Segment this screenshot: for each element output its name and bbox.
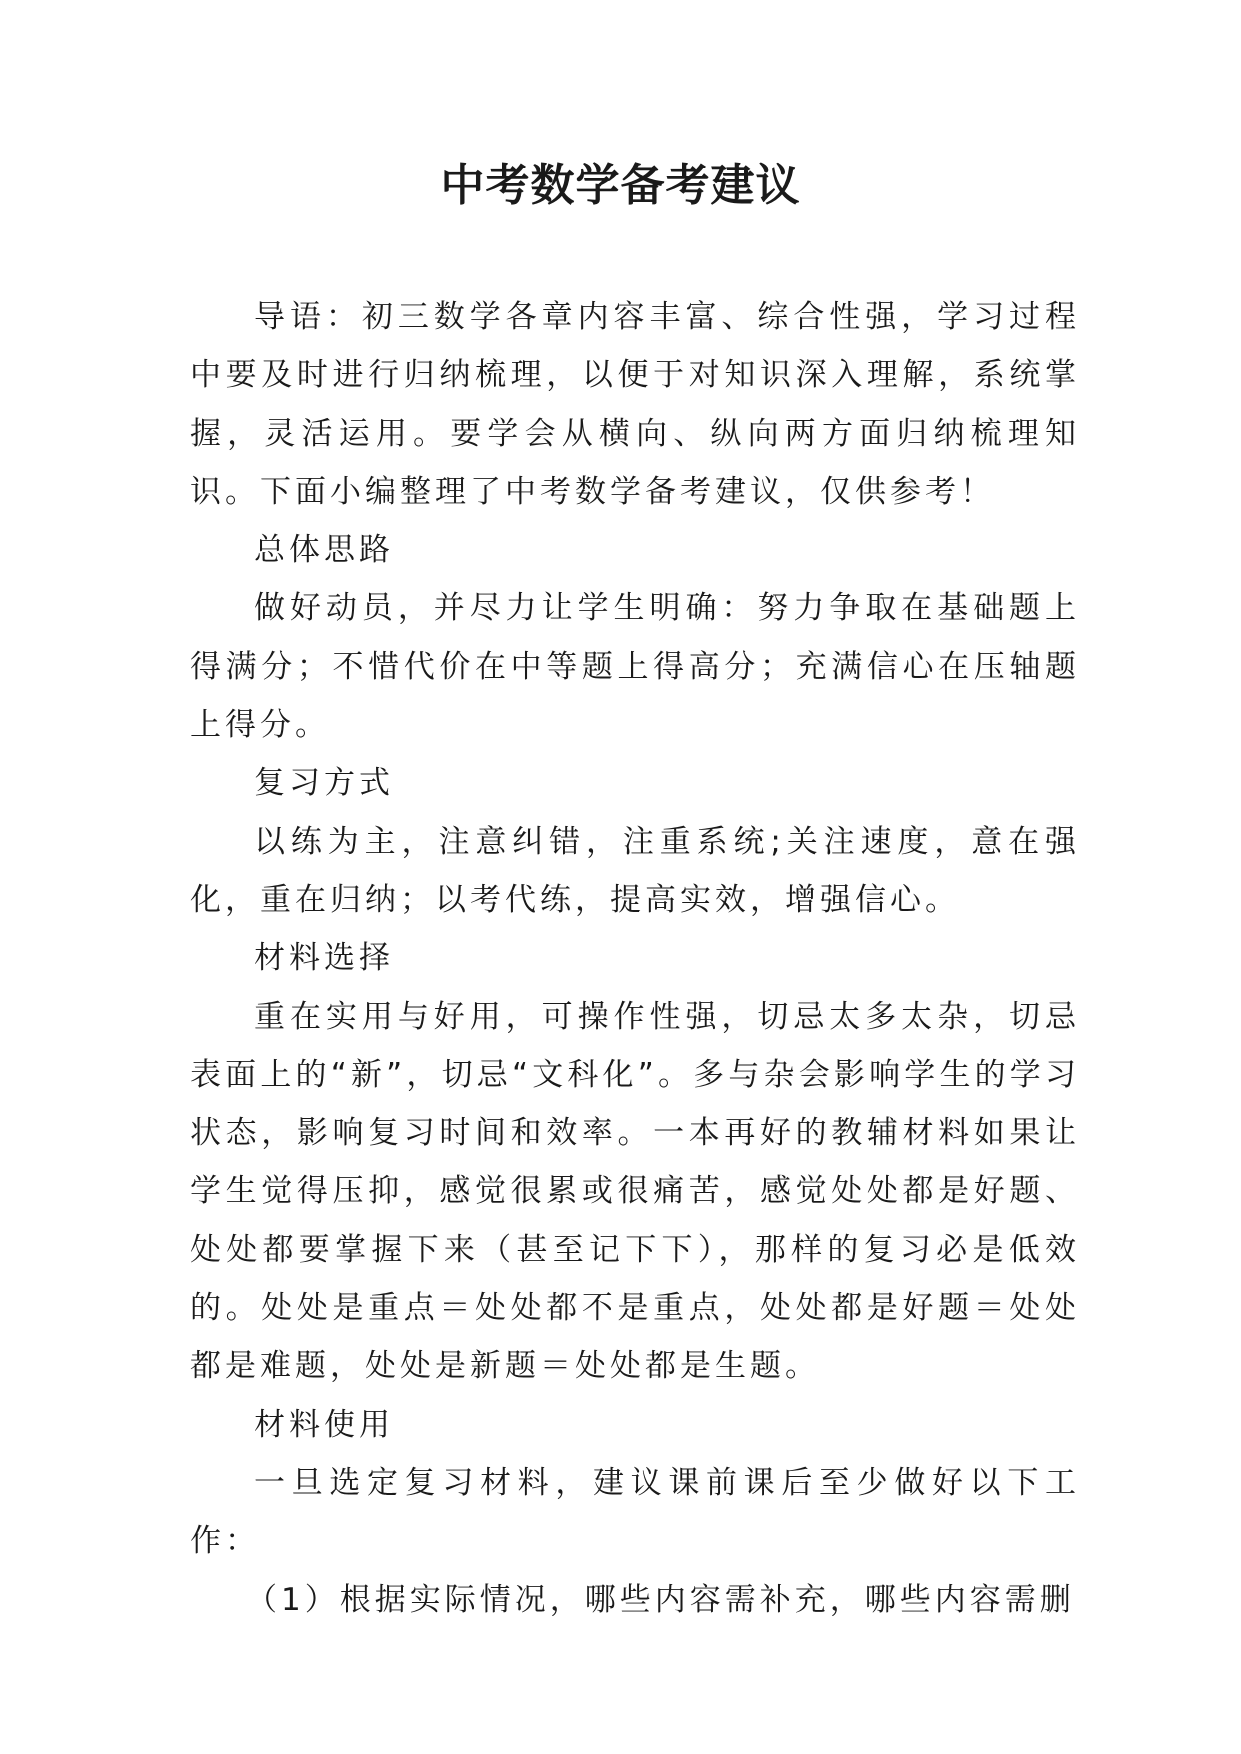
section-heading-review-method: 复习方式 bbox=[254, 765, 394, 802]
section-heading-material-selection: 材料选择 bbox=[254, 940, 394, 977]
review-method-paragraph: 以练为主，注意纠错，注重系统;关注速度，意在强化，重在归纳；以考代练，提高实效，增强信心。 bbox=[190, 823, 1080, 918]
material-selection-paragraph: 重在实用与好用，可操作性强，切忌太多太杂，切忌表面上的“新”，切忌“文科化”。多与杂会影响学生的学习状态，影响复习时间和效率。一本再好的教辅材料如果让学生觉得压抑，感觉很累或很痛苦，感觉处处都是好题、处处都要掌握下来（甚至记下下），那样的复习必是低效的。处处是重点＝处处都不是重点，处处都是好题＝处处都是难题，处处是新题＝处处都是生题。 bbox=[190, 998, 1080, 1385]
overall-approach-paragraph: 做好动员，并尽力让学生明确：努力争取在基础题上得满分；不惜代价在中等题上得高分；充满信心在压轴题上得分。 bbox=[190, 590, 1080, 744]
section-heading-material-use: 材料使用 bbox=[254, 1406, 394, 1443]
material-use-item-1: （1）根据实际情况，哪些内容需补充，哪些内容需删 bbox=[246, 1581, 1075, 1618]
section-heading-overall-approach: 总体思路 bbox=[254, 532, 394, 569]
document-body bbox=[190, 288, 1080, 1629]
intro-paragraph: 导语：初三数学各章内容丰富、综合性强，学习过程中要及时进行归纳梳理，以便于对知识深入理解，系统掌握，灵活运用。要学会从横向、纵向两方面归纳梳理知识。下面小编整理了中考数学备考建议，仅供参考！ bbox=[190, 299, 1080, 510]
document-title: 中考数学备考建议 bbox=[440, 160, 801, 211]
material-use-paragraph: 一旦选定复习材料，建议课前课后至少做好以下工作： bbox=[190, 1464, 1080, 1560]
